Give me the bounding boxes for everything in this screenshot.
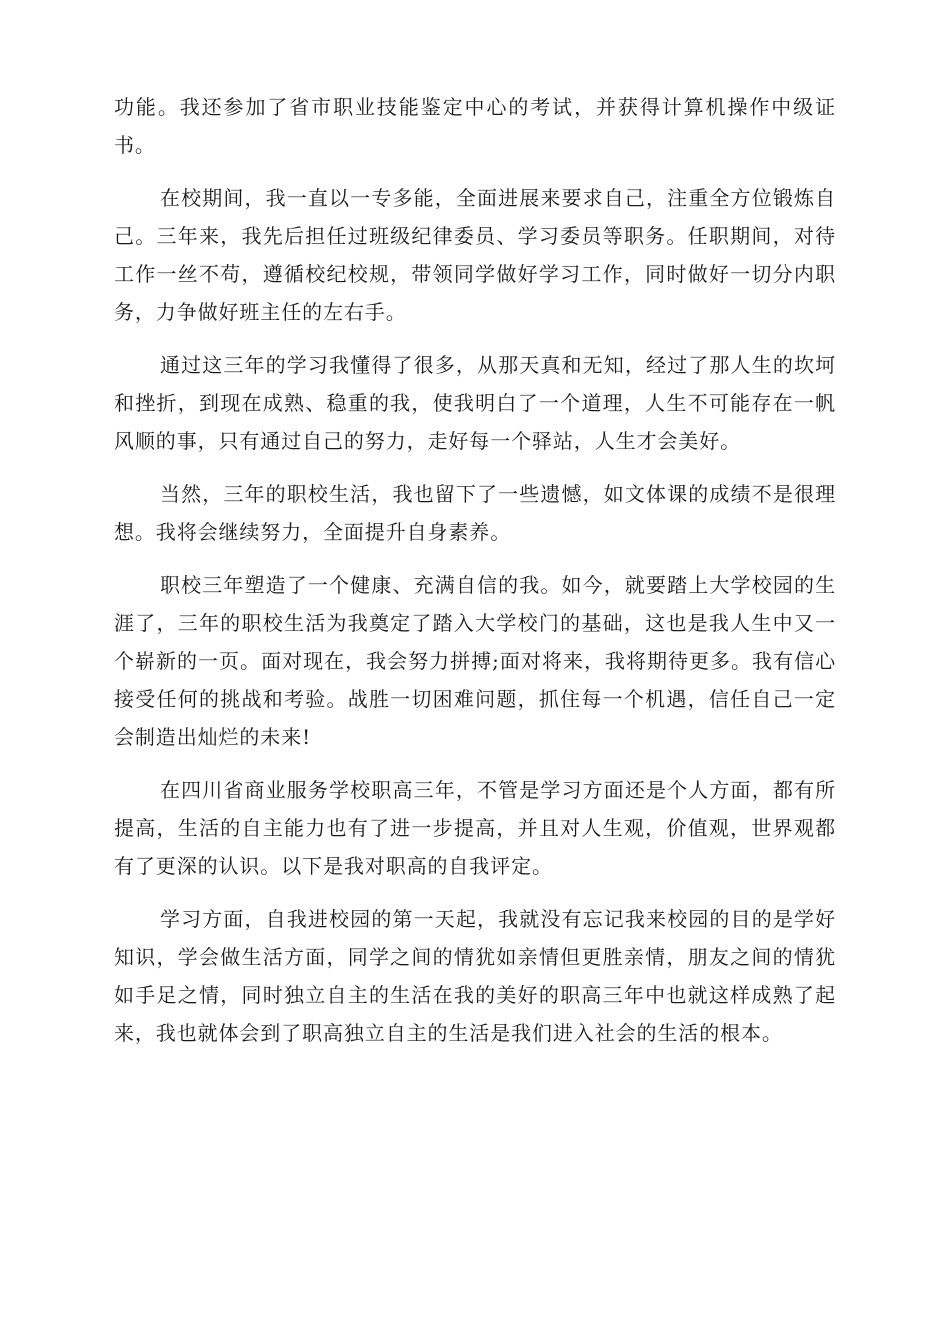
- paragraph-6: 在四川省商业服务学校职高三年，不管是学习方面还是个人方面，都有所提高，生活的自主能力也有了进一步提高，并且对人生观，价值观，世界观都有了更深的认识。以下是我对职高的自我评定。: [114, 778, 836, 878]
- paragraph-4: 当然，三年的职校生活，我也留下了一些遗憾，如文体课的成绩不是很理想。我将会继续努力，全面提升自身素养。: [114, 482, 836, 544]
- paragraph-1: 功能。我还参加了省市职业技能鉴定中心的考试，并获得计算机操作中级证书。: [114, 95, 836, 157]
- paragraph-2: 在校期间，我一直以一专多能，全面进展来要求自己，注重全方位锻炼自己。三年来，我先后担任过班级纪律委员、学习委员等职务。任职期间，对待工作一丝不苟，遵循校纪校规，带领同学做好学习工作，同时做好一切分内职务，力争做好班主任的左右手。: [114, 186, 836, 324]
- paragraph-5: 职校三年塑造了一个健康、充满自信的我。如今，就要踏上大学校园的生涯了，三年的职校生活为我奠定了踏入大学校门的基础，这也是我人生中又一个崭新的一页。面对现在，我会努力拼搏;面对将来，我将期待更多。我有信心接受任何的挑战和考验。战胜一切困难问题，抓住每一个机遇，信任自己一定会制造出灿烂的未来!: [114, 573, 836, 749]
- document-page: [114, 88, 836, 1067]
- paragraph-3: 通过这三年的学习我懂得了很多，从那天真和无知，经过了那人生的坎坷和挫折，到现在成熟、稳重的我，使我明白了一个道理，人生不可能存在一帆风顺的事，只有通过自己的努力，走好每一个驿站，人生才会美好。: [114, 353, 836, 453]
- paragraph-7: 学习方面，自我进校园的第一天起，我就没有忘记我来校园的目的是学好知识，学会做生活方面，同学之间的情犹如亲情但更胜亲情，朋友之间的情犹如手足之情，同时独立自主的生活在我的美好的职高三年中也就这样成熟了起来，我也就体会到了职高独立自主的生活是我们进入社会的生活的根本。: [114, 907, 836, 1045]
